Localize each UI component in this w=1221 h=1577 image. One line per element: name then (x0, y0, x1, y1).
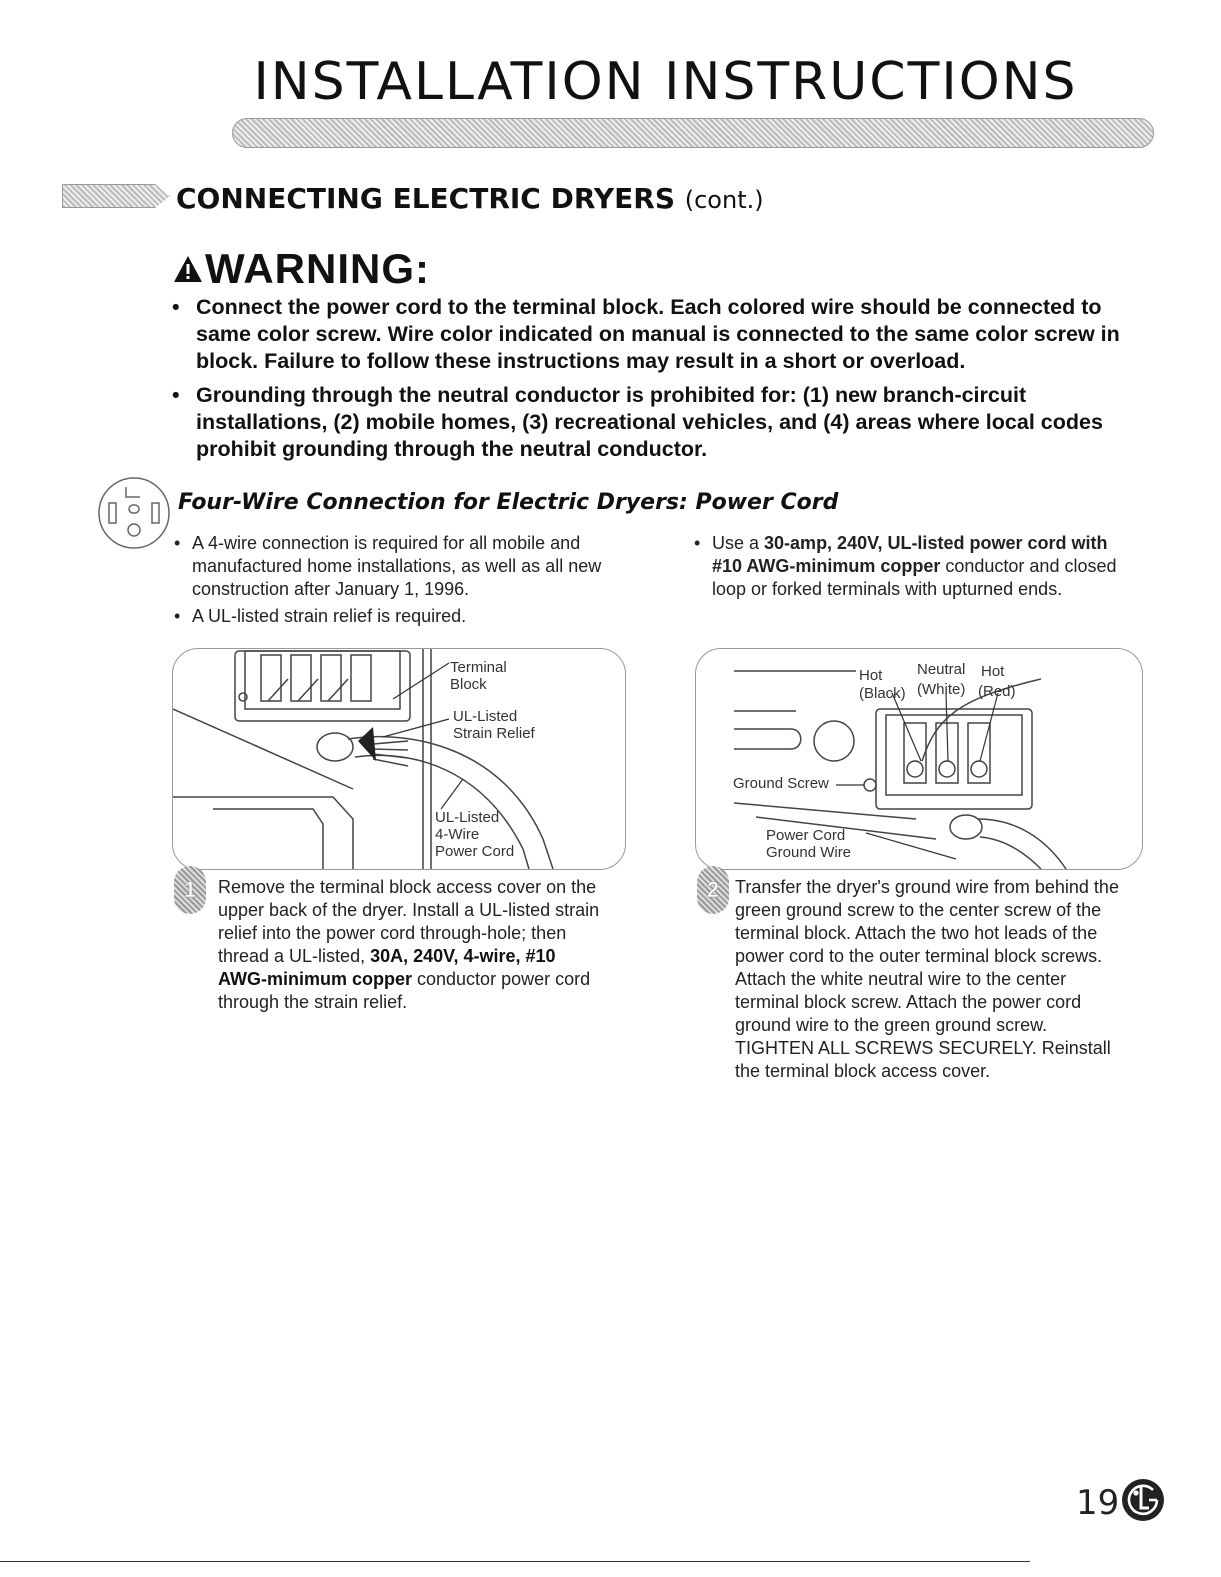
label-ul-listed-2: UL-Listed (435, 809, 500, 826)
step-1-text-bold: 30A, 240V, 4-wire, #10 AWG-minimum copper (218, 946, 556, 989)
section-arrow-bar (62, 184, 170, 208)
list-item-text-post: conductor and closed loop or forked terminals with upturned ends. (712, 556, 1117, 599)
figure-strain-relief (172, 648, 626, 870)
bullet: • (174, 533, 181, 553)
label-ground-wire: Ground Wire (766, 844, 852, 861)
strain-relief-illustration (173, 649, 625, 869)
bullet: • (172, 295, 180, 319)
section-heading-text: CONNECTING ELECTRIC DRYERS (176, 182, 675, 215)
warning-heading-text: WARNING: (205, 245, 430, 292)
label-white: (White) (917, 681, 966, 698)
list-item (170, 605, 620, 628)
label-neutral: Neutral (917, 661, 966, 678)
four-prong-outlet-icon (96, 475, 172, 551)
label-black: (Black) (859, 685, 906, 702)
lg-logo-icon (1121, 1478, 1165, 1522)
label-terminal: Terminal (450, 659, 507, 676)
list-item (690, 532, 1130, 601)
label-power-cord: Power Cord (435, 843, 515, 860)
figure-terminal-connections (695, 648, 1143, 870)
list-item-text-pre: Use a (712, 533, 765, 553)
warning-item (172, 294, 1162, 375)
label-ground-screw: Ground Screw (733, 775, 829, 792)
list-item (170, 532, 620, 601)
list-item-text: A UL-listed strain relief is required. (192, 606, 467, 626)
title-decorative-bar (232, 118, 1154, 148)
bullet: • (172, 383, 180, 407)
label-strain-relief: Strain Relief (453, 725, 535, 742)
label-red: (Red) (978, 683, 1016, 700)
bullet: • (174, 606, 181, 626)
section-heading (176, 182, 764, 215)
warning-triangle-icon (173, 255, 203, 283)
label-hot-1: Hot (859, 667, 883, 684)
subsection-heading: Four-Wire Connection for Electric Dryers: Power Cord (178, 490, 839, 515)
label-ul-listed: UL-Listed (453, 708, 518, 725)
footer-rule (0, 1561, 1030, 1562)
list-item-text: A 4-wire connection is required for all mobile and manufactured home installations, as well as all new construction after January 1, 1996. (192, 533, 602, 599)
step-1-text-pre: Remove the terminal block access cover on the upper back of the dryer. Install a UL-listed strain relief into the power cord through-hole; then thread a UL-listed, (218, 877, 600, 966)
warning-item-text: Connect the power cord to the terminal block. Each colored wire should be connected to same color screw. Wire color indicated on manual is connected to the same color screw in block. Failure to follow these instructions may result in a short or overload. (196, 295, 1120, 373)
label-4-wire: 4-Wire (435, 826, 480, 843)
step-1-text-post: conductor power cord through the strain relief. (218, 969, 591, 1012)
step-number-badge: 2 (697, 866, 729, 914)
step-1-text (218, 876, 608, 1014)
bullet: • (694, 533, 701, 553)
warning-item-text: Grounding through the neutral conductor is prohibited for: (1) new branch-circuit installations, (2) mobile homes, (3) recreational vehicles, and (4) areas where local codes prohibit grounding through the neutral conductor. (196, 383, 1103, 461)
step-number-badge: 1 (174, 866, 206, 914)
right-requirements-list (690, 532, 1130, 605)
step-2-text: Transfer the dryer's ground wire from behind the green ground screw to the center screw of the terminal block. Attach the two hot leads of the power cord to the outer terminal block screws. Attach the white neutral wire to the center terminal block screw. Attach the power cord ground wire to the green ground screw. TIGHTEN ALL SCREWS SECURELY. Reinstall the terminal block access cover. (735, 877, 1119, 1081)
left-requirements-list (170, 532, 620, 632)
list-item-text-bold: 30-amp, 240V, UL-listed power cord with #10 AWG-minimum copper (712, 533, 1108, 576)
warning-heading (173, 245, 430, 293)
warning-list (172, 294, 1162, 470)
page-number: 19 (1076, 1483, 1120, 1523)
page-title: INSTALLATION INSTRUCTIONS (253, 52, 1078, 112)
section-heading-suffix: (cont.) (684, 186, 764, 214)
label-block: Block (450, 676, 487, 693)
warning-item (172, 382, 1162, 463)
label-power-cord: Power Cord (766, 827, 846, 844)
label-hot-2: Hot (981, 663, 1005, 680)
